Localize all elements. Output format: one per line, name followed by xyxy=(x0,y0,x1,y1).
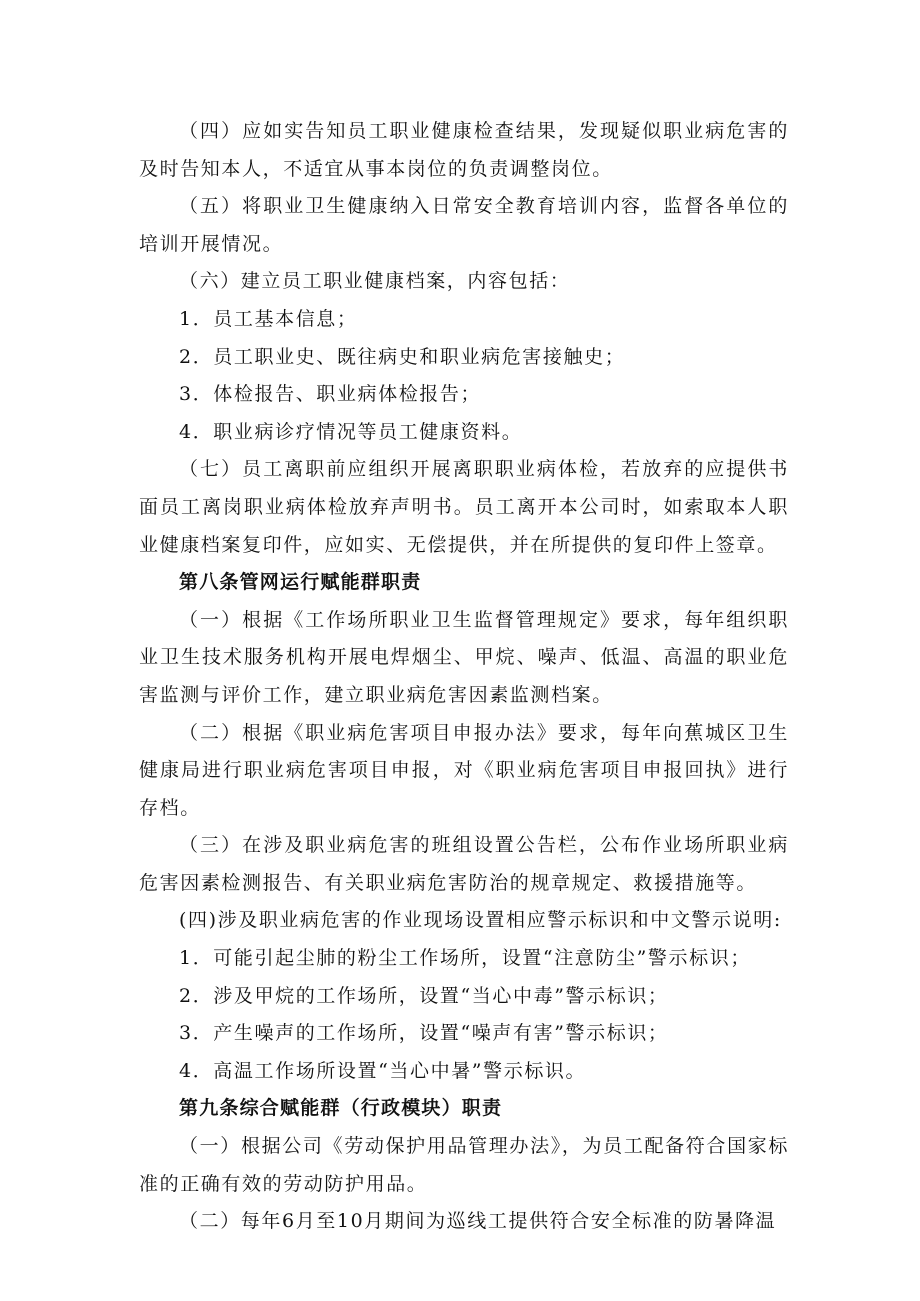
list-item-noise: 3．产生噪声的工作场所，设置“噪声有害”警示标识； xyxy=(179,1022,669,1045)
paragraph-heat-relief: （二）每年6月至10月期间为巡线工提供符合安全标准的防暑降温 xyxy=(179,1210,777,1233)
paragraph-monitoring: （一）根据《工作场所职业卫生监督管理规定》要求，每年组织职业卫生技术服务机构开展电焊烟尘、甲烷、噪声、低温、高温的职业危害监测与评价工作，建立职业病危害因素监测档案。 xyxy=(139,608,789,706)
list-item-diagnosis: 4．职业病诊疗情况等员工健康资料。 xyxy=(179,420,523,443)
list-item-heat: 4．高温工作场所设置“当心中暑”警示标识。 xyxy=(179,1059,587,1082)
paragraph-training: （五）将职业卫生健康纳入日常安全教育培训内容，监督各单位的培训开展情况。 xyxy=(139,195,789,255)
paragraph-departure-exam: （七）员工离职前应组织开展离职职业病体检，若放弃的应提供书面员工离岗职业病体检放弃声明书。员工离开本公司时，如索取本人职业健康档案复印件，应如实、无偿提供，并在所提供的复印件上签章。 xyxy=(139,458,789,556)
section-heading-article-8: 第八条管网运行赋能群职责 xyxy=(179,571,422,594)
paragraph-report-results: （四）应如实告知员工职业健康检查结果，发现疑似职业病危害的及时告知本人，不适宜从事本岗位的负责调整岗位。 xyxy=(139,120,789,180)
paragraph-warning-signs: (四)涉及职业病危害的作业现场设置相应警示标识和中文警示说明: xyxy=(179,909,782,932)
list-item-methane: 2．涉及甲烷的工作场所，设置“当心中毒”警示标识； xyxy=(179,984,669,1007)
document-body xyxy=(139,113,789,1241)
paragraph-protective-equipment: （一）根据公司《劳动保护用品管理办法》，为员工配备符合国家标准的正确有效的劳动防护用品。 xyxy=(139,1135,789,1195)
paragraph-bulletin: （三）在涉及职业病危害的班组设置公告栏，公布作业场所职业病危害因素检测报告、有关职业病危害防治的规章规定、救援措施等。 xyxy=(139,834,789,894)
paragraph-health-records: （六）建立员工职业健康档案，内容包括： xyxy=(179,270,571,293)
list-item-dust: 1．可能引起尘肺的粉尘工作场所，设置“注意防尘”警示标识； xyxy=(179,947,751,970)
paragraph-declaration: （二）根据《职业病危害项目申报办法》要求，每年向蕉城区卫生健康局进行职业病危害项目申报，对《职业病危害项目申报回执》进行存档。 xyxy=(139,721,789,819)
list-item-basic-info: 1．员工基本信息； xyxy=(179,307,358,330)
list-item-history: 2．员工职业史、既往病史和职业病危害接触史； xyxy=(179,345,626,368)
list-item-reports: 3．体检报告、职业病体检报告； xyxy=(179,383,482,406)
section-heading-article-9: 第九条综合赋能群（行政模块）职责 xyxy=(179,1097,503,1120)
